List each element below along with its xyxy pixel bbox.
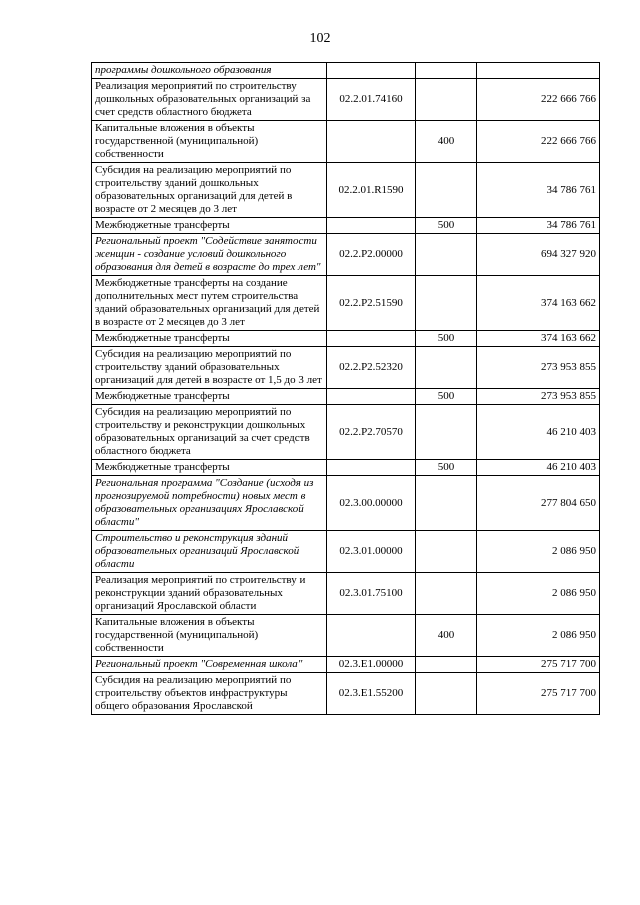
table-row <box>92 347 600 389</box>
table-row <box>92 657 600 673</box>
table-row <box>92 121 600 163</box>
cell-code <box>327 460 416 476</box>
cell-code: 02.3.01.00000 <box>327 531 416 573</box>
cell-code: 02.2.P2.52320 <box>327 347 416 389</box>
cell-amount: 2 086 950 <box>477 615 600 657</box>
cell-expense-type <box>416 657 477 673</box>
table-row <box>92 234 600 276</box>
table-row <box>92 531 600 573</box>
cell-name: Региональная программа "Создание (исходя из прогнозируемой потребности) новых мест в образовательных организациях Ярославской области" <box>92 476 327 531</box>
table-row <box>92 163 600 218</box>
table-row <box>92 673 600 715</box>
table-row <box>92 276 600 331</box>
cell-name: Региональный проект "Содействие занятости женщин - создание условий дошкольного образования для детей в возрасте до трех лет" <box>92 234 327 276</box>
cell-amount: 277 804 650 <box>477 476 600 531</box>
table-row <box>92 331 600 347</box>
cell-expense-type <box>416 347 477 389</box>
cell-expense-type: 500 <box>416 218 477 234</box>
cell-name: Реализация мероприятий по строительству и реконструкции зданий образовательных организаций Ярославской области <box>92 573 327 615</box>
cell-amount: 34 786 761 <box>477 218 600 234</box>
cell-amount: 273 953 855 <box>477 347 600 389</box>
cell-code: 02.3.01.75100 <box>327 573 416 615</box>
cell-code: 02.3.E1.55200 <box>327 673 416 715</box>
cell-code <box>327 389 416 405</box>
cell-amount: 34 786 761 <box>477 163 600 218</box>
cell-amount: 374 163 662 <box>477 276 600 331</box>
cell-expense-type <box>416 405 477 460</box>
cell-code: 02.2.01.R1590 <box>327 163 416 218</box>
cell-name: Капитальные вложения в объекты государственной (муниципальной) собственности <box>92 615 327 657</box>
cell-expense-type <box>416 276 477 331</box>
table-row <box>92 405 600 460</box>
cell-amount: 694 327 920 <box>477 234 600 276</box>
cell-amount: 222 666 766 <box>477 121 600 163</box>
cell-name: Межбюджетные трансферты на создание дополнительных мест путем строительства зданий образовательных организаций для детей в возрасте от 2 месяцев до 3 лет <box>92 276 327 331</box>
cell-name: Субсидия на реализацию мероприятий по строительству зданий дошкольных образовательных организаций для детей в возрасте от 2 месяцев до 3 лет <box>92 163 327 218</box>
cell-name: Межбюджетные трансферты <box>92 460 327 476</box>
cell-amount: 275 717 700 <box>477 673 600 715</box>
cell-code <box>327 615 416 657</box>
cell-code <box>327 331 416 347</box>
cell-name: Реализация мероприятий по строительству дошкольных образовательных организаций за счет средств областного бюджета <box>92 79 327 121</box>
cell-expense-type <box>416 234 477 276</box>
table-row <box>92 615 600 657</box>
cell-name: Региональный проект "Современная школа" <box>92 657 327 673</box>
cell-expense-type <box>416 63 477 79</box>
table-row <box>92 389 600 405</box>
cell-amount: 46 210 403 <box>477 405 600 460</box>
budget-table-body <box>92 63 600 715</box>
cell-expense-type: 500 <box>416 389 477 405</box>
cell-code: 02.2.01.74160 <box>327 79 416 121</box>
cell-amount: 222 666 766 <box>477 79 600 121</box>
cell-amount: 2 086 950 <box>477 531 600 573</box>
cell-name: Межбюджетные трансферты <box>92 389 327 405</box>
page-number: 102 <box>309 31 331 46</box>
cell-code: 02.2.P2.70570 <box>327 405 416 460</box>
cell-code <box>327 121 416 163</box>
cell-amount: 273 953 855 <box>477 389 600 405</box>
cell-expense-type: 500 <box>416 331 477 347</box>
table-row <box>92 573 600 615</box>
cell-name: Субсидия на реализацию мероприятий по строительству зданий образовательных организаций для детей в возрасте от 1,5 до 3 лет <box>92 347 327 389</box>
cell-expense-type <box>416 573 477 615</box>
cell-name: Межбюджетные трансферты <box>92 218 327 234</box>
cell-name: Субсидия на реализацию мероприятий по строительству и реконструкции дошкольных образовательных организаций за счет средств областного бюджета <box>92 405 327 460</box>
cell-code <box>327 218 416 234</box>
cell-code: 02.3.00.00000 <box>327 476 416 531</box>
cell-expense-type: 500 <box>416 460 477 476</box>
cell-name: Межбюджетные трансферты <box>92 331 327 347</box>
cell-expense-type <box>416 531 477 573</box>
table-row <box>92 476 600 531</box>
cell-amount: 2 086 950 <box>477 573 600 615</box>
cell-code <box>327 63 416 79</box>
cell-name: Субсидия на реализацию мероприятий по строительству объектов инфраструктуры общего образования Ярославской <box>92 673 327 715</box>
budget-table <box>91 62 600 715</box>
cell-expense-type: 400 <box>416 615 477 657</box>
cell-expense-type <box>416 673 477 715</box>
table-row <box>92 460 600 476</box>
cell-amount: 275 717 700 <box>477 657 600 673</box>
cell-name: Капитальные вложения в объекты государственной (муниципальной) собственности <box>92 121 327 163</box>
cell-name: программы дошкольного образования <box>92 63 327 79</box>
cell-amount: 374 163 662 <box>477 331 600 347</box>
cell-expense-type <box>416 476 477 531</box>
table-row <box>92 63 600 79</box>
table-row <box>92 79 600 121</box>
cell-code: 02.3.E1.00000 <box>327 657 416 673</box>
cell-expense-type <box>416 79 477 121</box>
cell-code: 02.2.P2.51590 <box>327 276 416 331</box>
cell-expense-type <box>416 163 477 218</box>
cell-code: 02.2.P2.00000 <box>327 234 416 276</box>
cell-amount: 46 210 403 <box>477 460 600 476</box>
cell-expense-type: 400 <box>416 121 477 163</box>
cell-amount <box>477 63 600 79</box>
cell-name: Строительство и реконструкция зданий образовательных организаций Ярославской области <box>92 531 327 573</box>
table-row <box>92 218 600 234</box>
